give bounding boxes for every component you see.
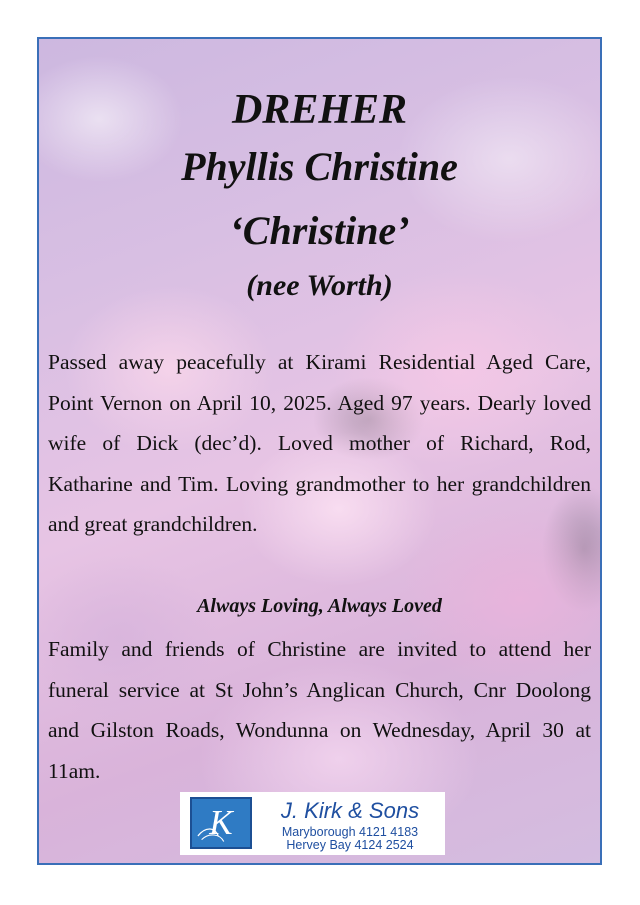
death-announcement-paragraph: Passed away peacefully at Kirami Residential Aged Care, Point Vernon on April 10, 2025. Aged 97 years. Dearly loved wife of Dick (dec’d). Loved mother of Richard, Rod, Katharine and Tim. Loving grandmother to her grandchildren and great grandchildren. [48, 350, 591, 536]
funeral-director-name: J. Kirk & Sons [280, 798, 420, 823]
k-monogram-icon [190, 797, 252, 849]
funeral-details-paragraph: Family and friends of Christine are invited to attend her funeral service at St John’s Anglican Church, Cnr Doolong and Gilston Roads, Wondunna on Wednesday, April 30 at 11am. [48, 637, 591, 783]
maiden-name: (nee Worth) [246, 269, 393, 302]
tagline: Always Loving, Always Loved [197, 595, 442, 617]
hervey-bay-phone: Hervey Bay 4124 2524 [286, 838, 414, 852]
notice-content [39, 39, 600, 863]
name-block [39, 85, 600, 309]
notice-frame [37, 37, 602, 865]
funeral-director-logo [180, 792, 445, 855]
known-as-name: ‘Christine’ [229, 208, 410, 253]
surname: DREHER [231, 87, 408, 133]
maryborough-phone: Maryborough 4121 4183 [281, 825, 419, 839]
svg-text:K: K [209, 803, 233, 843]
given-names: Phyllis Christine [181, 144, 458, 189]
